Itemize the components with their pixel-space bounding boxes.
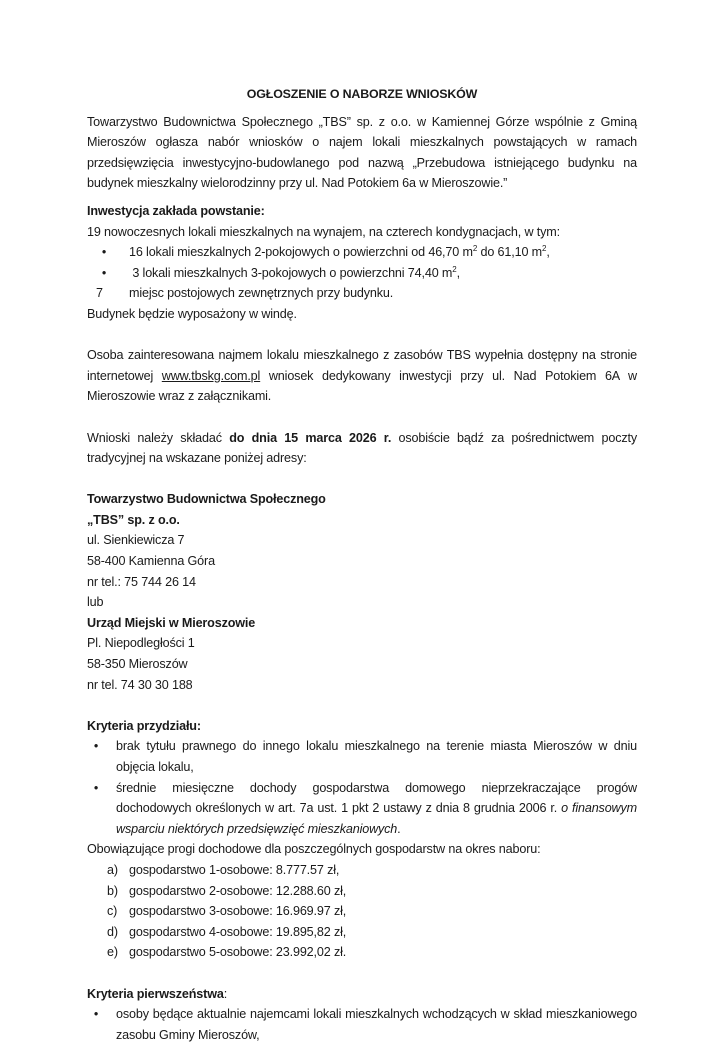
bullet-icon: • bbox=[101, 265, 107, 280]
bullet-icon: • bbox=[101, 245, 107, 260]
parking-row bbox=[87, 283, 637, 304]
thresholds-lead: Obowiązujące progi dochodowe dla poszczególnych gospodarstw na okres naboru: bbox=[87, 842, 541, 857]
list-item: • średnie miesięczne dochody gospodarstwa domowego nieprzekraczające progów dochodowych określonych w art. 7a ust. 1 pkt 2 ustawy z dnia 8 grudnia 2006 r. o finansowym wsparciu niektórych przedsięwzięć mieszkaniowych. bbox=[87, 778, 637, 840]
list-item: a) gospodarstwo 1-osobowe: 8.777.57 zł, bbox=[107, 862, 340, 877]
thresholds-list bbox=[87, 860, 637, 963]
allocation-list bbox=[87, 736, 637, 839]
deadline-paragraph: Wnioski należy składać do dnia 15 marca 2026 r. osobiście bądź za pośrednictwem poczty tradycyjnej na wskazane poniżej adresy: bbox=[87, 430, 637, 466]
document-title: OGŁOSZENIE O NABORZE WNIOSKÓW bbox=[246, 87, 478, 101]
tbs-name-line2: „TBS” sp. z o.o. bbox=[87, 512, 180, 527]
list-item: • 16 lokali mieszkalnych 2-pokojowych o powierzchni od 46,70 $m^2$ do 61,10 $m^2$, bbox=[87, 242, 637, 263]
investment-section bbox=[87, 201, 637, 325]
office-city: 58-350 Mieroszów bbox=[87, 657, 188, 672]
act-title: o finansowym wsparciu niektórych przedsięwzięć mieszkaniowych bbox=[116, 801, 637, 836]
list-item: • brak tytułu prawnego do innego lokalu mieszkalnego na terenie miasta Mieroszów w dniu objęcia lokalu, bbox=[87, 736, 637, 777]
office-name: Urząd Miejski w Mieroszowie bbox=[87, 615, 256, 630]
or-text: lub bbox=[87, 595, 104, 610]
allocation-heading: Kryteria przydziału: bbox=[87, 718, 201, 733]
list-item: • osoby będące aktualnie najemcami lokali mieszkalnych wchodzących w skład mieszkaniowego zasobu Gminy Mieroszów, bbox=[87, 1004, 637, 1045]
list-item: • 3 lokali mieszkalnych 3-pokojowych o powierzchni 74,40 $m^2$, bbox=[87, 263, 637, 284]
deadline-date: do dnia 15 marca 2026 r. bbox=[229, 430, 392, 445]
elevator-text: Budynek będzie wyposażony w windę. bbox=[87, 306, 297, 321]
priority-heading: Kryteria pierwszeństwa: bbox=[87, 986, 228, 1001]
list-item: b) gospodarstwo 2-osobowe: 12.288.60 zł, bbox=[107, 883, 347, 898]
tbs-phone: nr tel.: 75 744 26 14 bbox=[87, 574, 196, 589]
application-paragraph: Osoba zainteresowana najmem lokalu mieszkalnego z zasobów TBS wypełnia dostępny na stronie internetowej www.tbskg.com.pl wniosek dedykowany inwestycji przy ul. Nad Potokiem 6A w Mieroszowie wraz z załącznikami. bbox=[87, 348, 637, 404]
bullet-icon: • bbox=[93, 739, 99, 754]
priority-section bbox=[87, 984, 637, 1045]
intro-paragraph: Towarzystwo Budownictwa Społecznego „TBS” sp. z o.o. w Kamiennej Górze wspólnie z Gminą Mieroszów ogłasza nabór wniosków o najem lokali mieszkalnych powstających w ramach przedsięwzięcia inwestycyjno-budowlanego pod nazwą „Przebudowa istniejącego budynku na budynek mieszkalny wielorodzinny przy ul. Nad Potokiem 6a w Mieroszowie.” bbox=[87, 114, 637, 191]
tbs-city: 58-400 Kamienna Góra bbox=[87, 554, 215, 569]
list-item: e) gospodarstwo 5-osobowe: 23.992,02 zł. bbox=[107, 945, 347, 960]
office-street: Pl. Niepodległości 1 bbox=[87, 636, 195, 651]
investment-lead: 19 nowoczesnych lokali mieszkalnych na wynajem, na czterech kondygnacjach, w tym: bbox=[87, 224, 560, 239]
tbs-name-line1: Towarzystwo Budownictwa Społecznego bbox=[87, 492, 326, 507]
bullet-icon: • bbox=[93, 780, 99, 795]
tbs-street: ul. Sienkiewicza 7 bbox=[87, 533, 185, 548]
bullet-icon: • bbox=[93, 1007, 99, 1022]
investment-list bbox=[87, 242, 637, 283]
list-item: c) gospodarstwo 3-osobowe: 16.969.97 zł, bbox=[107, 904, 347, 919]
priority-list bbox=[87, 1004, 637, 1045]
list-item: d) gospodarstwo 4-osobowe: 19.895,82 zł, bbox=[107, 924, 347, 939]
allocation-section bbox=[87, 716, 637, 963]
office-phone: nr tel. 74 30 30 188 bbox=[87, 677, 193, 692]
parking-count: 7 bbox=[96, 286, 103, 301]
parking-text: miejsc postojowych zewnętrznych przy budynku. bbox=[129, 286, 394, 301]
website-link[interactable]: www.tbskg.com.pl bbox=[161, 368, 261, 383]
document-page bbox=[87, 84, 637, 1045]
investment-heading: Inwestycja zakłada powstanie: bbox=[87, 203, 265, 218]
addresses-block bbox=[87, 489, 637, 695]
